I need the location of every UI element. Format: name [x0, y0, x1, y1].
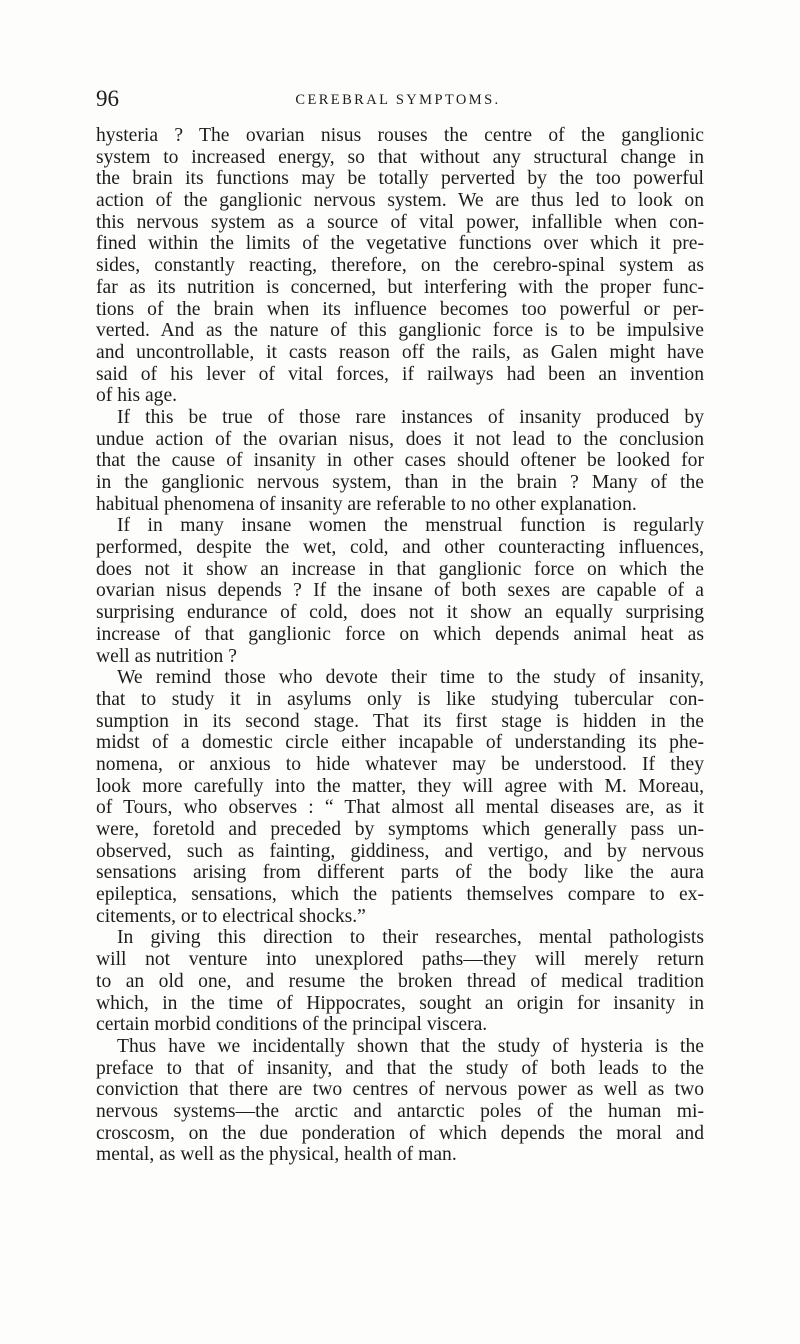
text-line: sensations arising from different parts of the body like the aura	[96, 862, 704, 884]
text-line: to an old one, and resume the broken thread of medical tradition	[96, 970, 704, 992]
text-line: fined within the limits of the vegetative functions over which it pre-	[96, 233, 704, 255]
text-line: this nervous system as a source of vital power, infallible when con-	[96, 211, 704, 233]
text-line: look more carefully into the matter, they will agree with M. Moreau,	[96, 775, 704, 797]
text-line: undue action of the ovarian nisus, does it not lead to the conclusion	[96, 428, 704, 450]
text-line: system to increased energy, so that without any structural change in	[96, 146, 704, 168]
text-line: of his age.	[96, 385, 178, 407]
text-line: that the cause of insanity in other cases should oftener be looked for	[96, 450, 704, 472]
text-line: hysteria ? The ovarian nisus rouses the centre of the ganglionic	[96, 125, 704, 146]
text-line: sides, constantly reacting, therefore, on the cerebro-spinal system as	[96, 255, 704, 277]
text-line: verted. And as the nature of this ganglionic force is to be impulsive	[96, 320, 704, 342]
text-line: conviction that there are two centres of nervous power as well as two	[96, 1079, 704, 1101]
text-line: and uncontrollable, it casts reason off the rails, as Galen might have	[96, 341, 704, 363]
text-line: tions of the brain when its influence becomes too powerful or per-	[96, 298, 704, 320]
text-line: that to study it in asylums only is like studying tubercular con-	[96, 688, 704, 710]
text-line: observed, such as fainting, giddiness, and vertigo, and by nervous	[96, 840, 704, 862]
text-line: sumption in its second stage. That its first stage is hidden in the	[96, 710, 704, 732]
text-line: ovarian nisus depends ? If the insane of both sexes are capable of a	[96, 580, 704, 602]
text-line: action of the ganglionic nervous system. We are thus led to look on	[96, 190, 704, 212]
paragraph-start-line: If in many insane women the menstrual function is regularly	[117, 515, 704, 537]
text-line: will not venture into unexplored paths—they will merely return	[96, 949, 704, 971]
text-line: croscosm, on the due ponderation of which depends the moral and	[96, 1122, 704, 1144]
page-number: 96	[96, 86, 119, 111]
text-line: habitual phenomena of insanity are referable to no other explanation.	[96, 493, 637, 515]
text-line: mental, as well as the physical, health of man.	[96, 1144, 457, 1166]
paragraph-start-line: Thus have we incidentally shown that the study of hysteria is the	[117, 1035, 704, 1057]
text-line: in the ganglionic nervous system, than in the brain ? Many of the	[96, 472, 704, 493]
text-line: well as nutrition ?	[96, 645, 237, 667]
paragraph-start-line: We remind those who devote their time to the study of insanity,	[117, 667, 704, 689]
text-line: surprising endurance of cold, does not it show an equally surprising	[96, 602, 704, 624]
text-line: citements, or to electrical shocks.”	[96, 905, 366, 927]
text-line: preface to that of insanity, and that the study of both leads to the	[96, 1057, 704, 1079]
text-line: which, in the time of Hippocrates, sought an origin for insanity in	[96, 992, 704, 1014]
running-title: CEREBRAL SYMPTOMS.	[295, 92, 501, 108]
text-line: increase of that ganglionic force on which depends animal heat as	[96, 623, 704, 645]
text-line: nervous systems—the arctic and antarctic poles of the human mi-	[96, 1100, 704, 1122]
text-line: far as its nutrition is concerned, but interfering with the proper func-	[96, 276, 704, 298]
running-head	[96, 86, 700, 112]
text-line: of Tours, who observes : “ That almost all mental diseases are, as it	[96, 797, 704, 819]
text-line: the brain its functions may be totally perverted by the too powerful	[96, 168, 704, 190]
text-line: nomena, or anxious to hide whatever may be understood. If they	[96, 753, 704, 775]
text-line: epileptica, sensations, which the patients themselves compare to ex-	[96, 884, 704, 906]
text-line: certain morbid conditions of the principal viscera.	[96, 1014, 488, 1036]
paragraph-start-line: In giving this direction to their researches, mental pathologists	[117, 927, 704, 949]
text-line: does not it show an increase in that ganglionic force on which the	[96, 558, 704, 580]
text-line: performed, despite the wet, cold, and other counteracting influences,	[96, 537, 704, 559]
paragraph-start-line: If this be true of those rare instances of insanity produced by	[117, 406, 704, 428]
text-line: were, foretold and preceded by symptoms which generally pass un-	[96, 819, 704, 840]
text-line: said of his lever of vital forces, if railways had been an invention	[96, 363, 704, 385]
text-line: midst of a domestic circle either incapable of understanding its phe-	[96, 732, 704, 754]
body-text	[96, 125, 704, 1166]
